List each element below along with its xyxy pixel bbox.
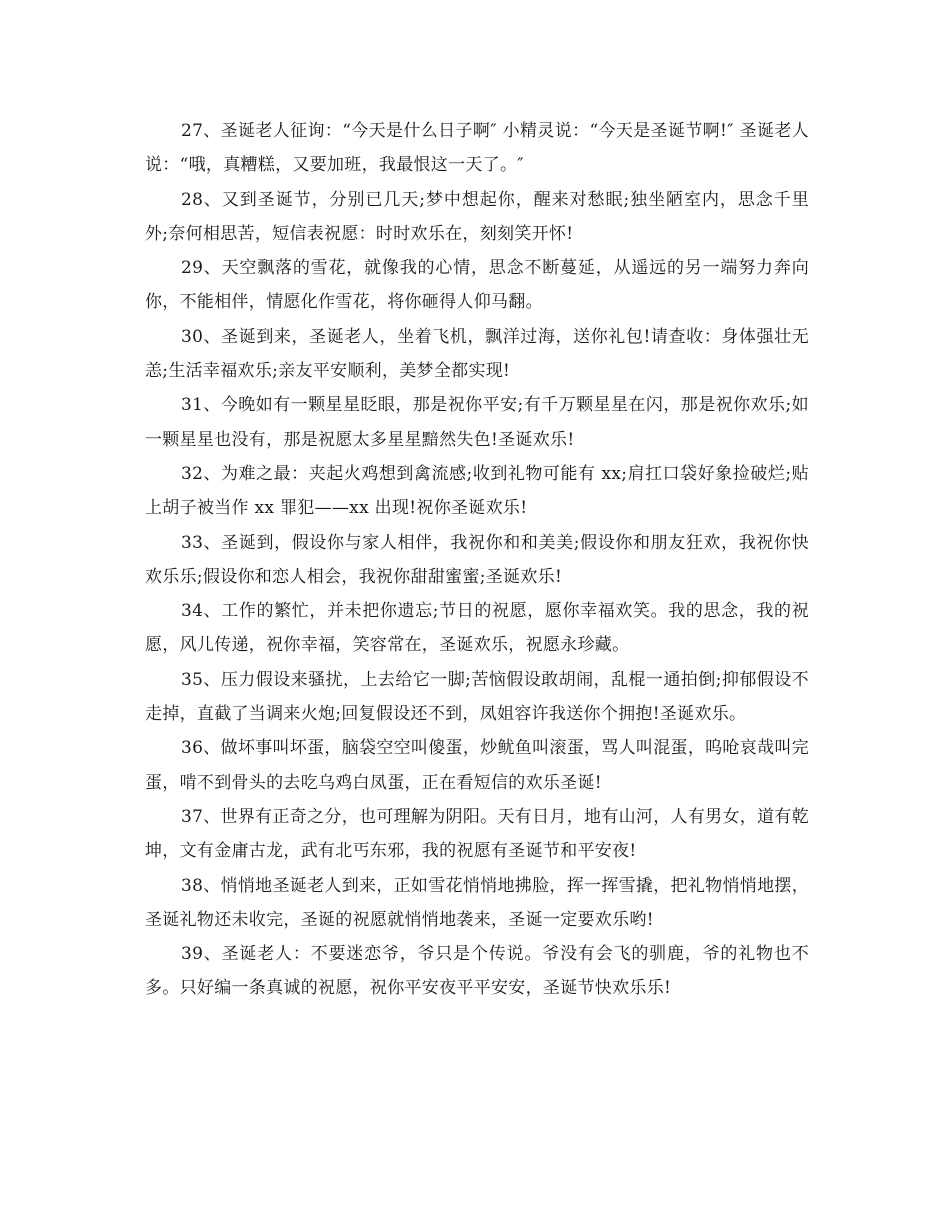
paragraph-38: 38、悄悄地圣诞老人到来，正如雪花悄悄地拂脸，挥一挥雪撬，把礼物悄悄地摆，圣诞礼物还未收完，圣诞的祝愿就悄悄地袭来，圣诞一定要欢乐哟! xyxy=(145,875,809,930)
paragraph-29: 29、天空飘落的雪花，就像我的心情，思念不断蔓延，从遥远的另一端努力奔向你，不能相伴，情愿化作雪花，将你砸得人仰马翻。 xyxy=(145,258,809,313)
paragraph-39: 39、圣诞老人：不要迷恋爷，爷只是个传说。爷没有会飞的驯鹿，爷的礼物也不多。只好编一条真诚的祝愿，祝你平安夜平平安安，圣诞节快欢乐乐! xyxy=(145,944,809,999)
paragraph-36: 36、做坏事叫坏蛋，脑袋空空叫傻蛋，炒鱿鱼叫滚蛋，骂人叫混蛋，呜呛哀哉叫完蛋，啃不到骨头的去吃乌鸡白凤蛋，正在看短信的欢乐圣诞! xyxy=(145,738,809,793)
paragraph-31: 31、今晚如有一颗星星眨眼，那是祝你平安;有千万颗星星在闪，那是祝你欢乐;如一颗星星也没有，那是祝愿太多星星黯然失色!圣诞欢乐! xyxy=(145,395,809,450)
paragraph-35: 35、压力假设来骚扰，上去给它一脚;苦恼假设敢胡闹，乱棍一通拍倒;抑郁假设不走掉，直截了当调来火炮;回复假设还不到，凤姐容许我送你个拥抱!圣诞欢乐。 xyxy=(145,669,809,725)
paragraph-27: 27、圣诞老人征询：“今天是什么日子啊″ 小精灵说：“今天是圣诞节啊!″ 圣诞老人说：“哦，真糟糕，又要加班，我最恨这一天了。″ xyxy=(145,121,809,176)
paragraph-30: 30、圣诞到来，圣诞老人，坐着飞机，飘洋过海，送你礼包!请查收：身体强壮无恙;生活幸福欢乐;亲友平安顺利，美梦全都实现! xyxy=(145,326,809,382)
paragraph-28: 28、又到圣诞节，分别已几天;梦中想起你，醒来对愁眠;独坐陋室内，思念千里外;奈何相思苦，短信表祝愿：时时欢乐在，刻刻笑开怀! xyxy=(145,189,809,244)
paragraph-37: 37、世界有正奇之分，也可理解为阴阳。天有日月，地有山河，人有男女，道有乾坤，文有金庸古龙，武有北丐东邪，我的祝愿有圣诞节和平安夜! xyxy=(145,806,809,862)
paragraph-32: 32、为难之最：夹起火鸡想到禽流感;收到礼物可能有 xx;肩扛口袋好象捡破烂;贴上胡子被当作 xx 罪犯——xx 出现!祝你圣诞欢乐! xyxy=(145,463,809,519)
paragraph-33: 33、圣诞到，假设你与家人相伴，我祝你和和美美;假设你和朋友狂欢，我祝你快欢乐乐;假设你和恋人相会，我祝你甜甜蜜蜜;圣诞欢乐! xyxy=(145,532,809,587)
document-body xyxy=(145,114,809,1006)
paragraph-34: 34、工作的繁忙，并未把你遗忘;节日的祝愿，愿你幸福欢笑。我的思念，我的祝愿，风儿传递，祝你幸福，笑容常在，圣诞欢乐，祝愿永珍藏。 xyxy=(145,601,809,656)
